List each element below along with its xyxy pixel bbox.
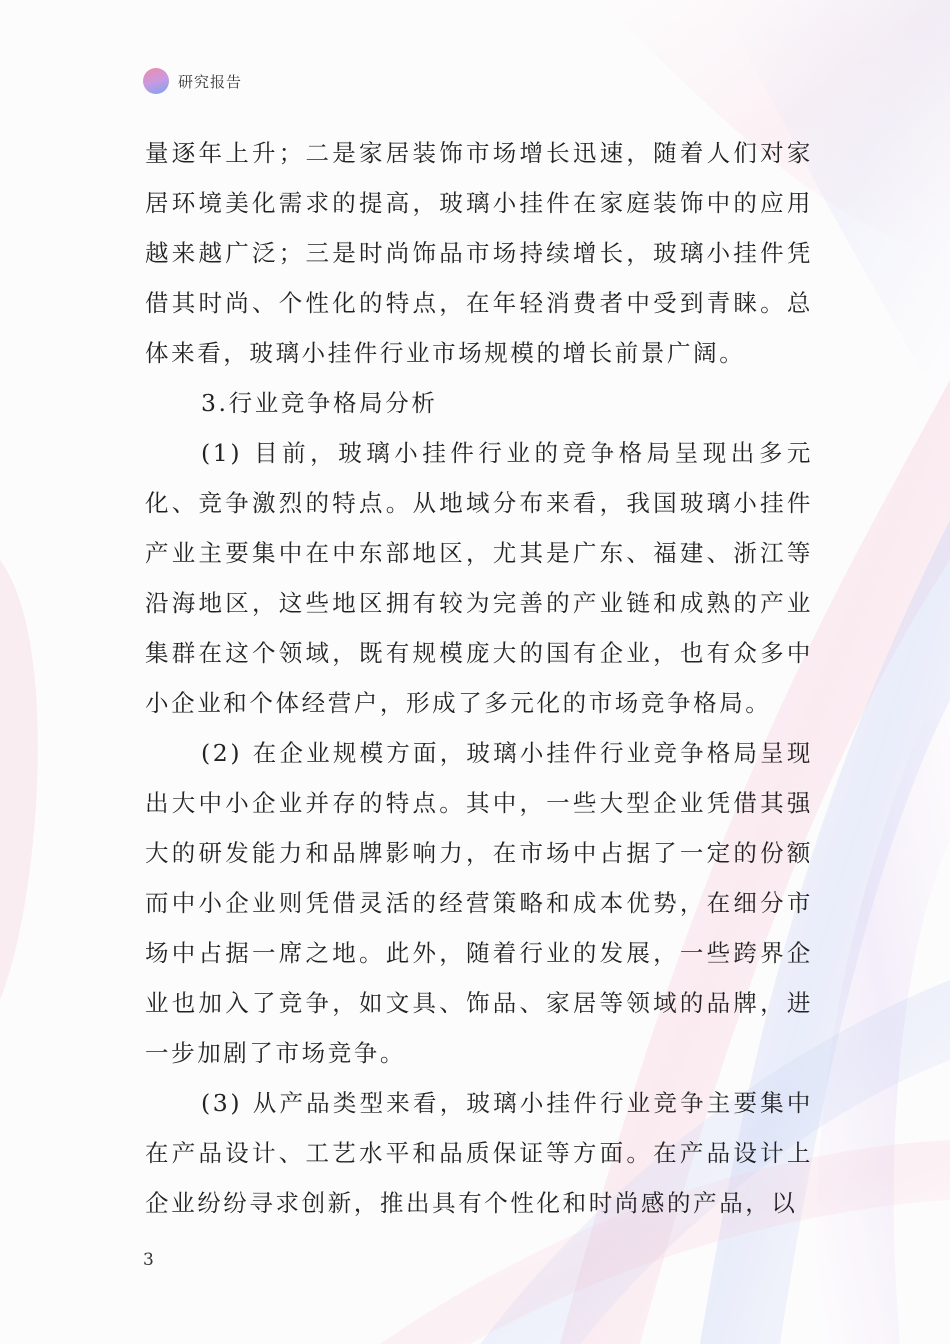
page-header xyxy=(143,66,242,96)
paragraph-item-3: (3) 从产品类型来看，玻璃小挂件行业竞争主要集中在产品设计、工艺水平和品质保证等方面。在产品设计上企业纷纷寻求创新，推出具有个性化和时尚感的产品，以 xyxy=(145,1089,813,1217)
header-title: 研究报告 xyxy=(178,72,243,91)
section-heading: 3.行业竞争格局分析 xyxy=(201,389,438,417)
paragraph-item-1: (1) 目前，玻璃小挂件行业的竞争格局呈现出多元化、竞争激烈的特点。从地域分布来看，我国玻璃小挂件产业主要集中在中东部地区，尤其是广东、福建、浙江等沿海地区，这些地区拥有较为完善的产业链和成熟的产业集群在这个领域，既有规模庞大的国有企业，也有众多中小企业和个体经营户，形成了多元化的市场竞争格局。 xyxy=(145,439,813,717)
logo-circle-icon xyxy=(143,68,169,94)
page-number: 3 xyxy=(143,1250,154,1270)
body-text xyxy=(145,128,813,1228)
paragraph-item-2: (2) 在企业规模方面，玻璃小挂件行业竞争格局呈现出大中小企业并存的特点。其中，一些大型企业凭借其强大的研发能力和品牌影响力，在市场中占据了一定的份额而中小企业则凭借灵活的经营策略和成本优势，在细分市场中占据一席之地。此外，随着行业的发展，一些跨界企业也加入了竞争，如文具、饰品、家居等领域的品牌，进一步加剧了市场竞争。 xyxy=(145,739,813,1067)
paragraph-continuation: 量逐年上升；二是家居装饰市场增长迅速，随着人们对家居环境美化需求的提高，玻璃小挂件在家庭装饰中的应用越来越广泛；三是时尚饰品市场持续增长，玻璃小挂件凭借其时尚、个性化的特点，在年轻消费者中受到青睐。总体来看，玻璃小挂件行业市场规模的增长前景广阔。 xyxy=(145,139,813,367)
